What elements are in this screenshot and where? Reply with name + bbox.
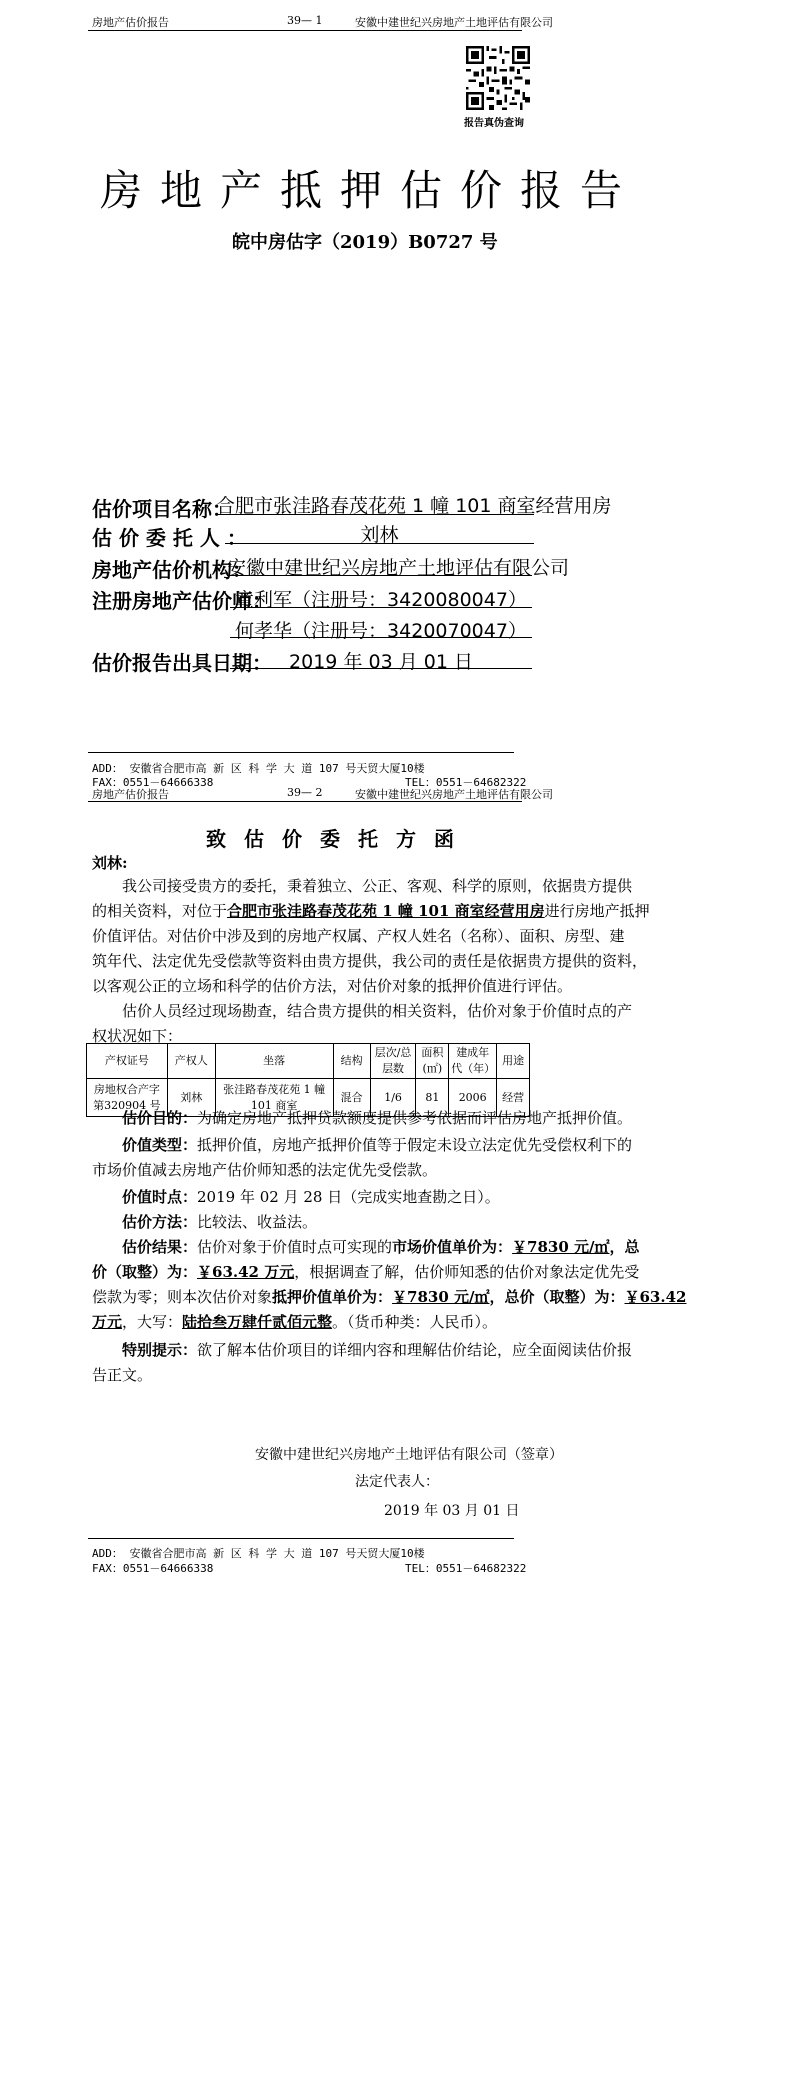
qr-caption: 报告真伪查询 bbox=[464, 118, 524, 129]
field-value-date: 2019 年 03 月 01 日 bbox=[289, 651, 473, 673]
paragraph-line: 筑年代、法定优先受偿款等资料由贵方提供，我公司的责任是依据贵方提供的资料， bbox=[92, 952, 648, 970]
header-page-number: 39— 1 bbox=[287, 14, 323, 27]
field-underline bbox=[216, 514, 534, 515]
table-cell: 81 bbox=[416, 1079, 449, 1117]
field-label-appraiser: 注册房地产估价师： bbox=[92, 589, 272, 613]
signature-company: 安徽中建世纪兴房地产土地评估有限公司（签章） bbox=[255, 1447, 563, 1463]
header-rule bbox=[88, 30, 522, 31]
property-address: 合肥市张洼路春茂花苑 1 幢 101 商室经营用房 bbox=[227, 902, 545, 920]
table-cell: 1/6 bbox=[370, 1079, 416, 1117]
table-header-row bbox=[87, 1044, 530, 1079]
table-header-cell: 坐落 bbox=[215, 1044, 333, 1079]
paragraph-line: 价值评估。对估价中涉及到的房地产权属、产权人姓名（名称）、面积、房型、建 bbox=[92, 927, 625, 945]
table-header-cell: 产权人 bbox=[167, 1044, 215, 1079]
paragraph-line: 估价人员经过现场勘查，结合贵方提供的相关资料，估价对象于价值时点的产 bbox=[122, 1002, 633, 1020]
purpose-line: 估价目的：为确定房地产抵押贷款额度提供参考依据而评估房地产抵押价值。 bbox=[122, 1109, 633, 1127]
field-value-project: 合肥市张洼路春茂花苑 1 幢 101 商室经营用房 bbox=[216, 495, 612, 517]
signature-date: 2019 年 03 月 01 日 bbox=[384, 1503, 520, 1519]
header-left: 房地产估价报告 bbox=[92, 788, 169, 801]
footer-tel: TEL：0551－64682322 bbox=[405, 1562, 527, 1575]
table-cell: 房地权合产字第320904 号 bbox=[87, 1079, 168, 1117]
qr-code-icon bbox=[466, 46, 530, 110]
table-cell: 混合 bbox=[333, 1079, 370, 1117]
footer-address: ADD： 安徽省合肥市高 新 区 科 学 大 道 107 号天贸大厦10楼 bbox=[92, 1547, 425, 1560]
field-underline bbox=[230, 607, 532, 608]
paragraph-line: 市场价值减去房地产估价师知悉的法定优先受偿款。 bbox=[92, 1161, 438, 1179]
footer-fax: FAX：0551－64666338 bbox=[92, 1562, 214, 1575]
header-rule bbox=[88, 801, 522, 802]
table-cell: 张洼路春茂花苑 1 幢 101 商室 bbox=[215, 1079, 333, 1117]
field-underline bbox=[230, 668, 532, 669]
table-header-cell: 用途 bbox=[497, 1044, 530, 1079]
table-header-cell: 层次/总层数 bbox=[370, 1044, 416, 1079]
value-date-line: 价值时点：2019 年 02 月 28 日（完成实地查勘之日）。 bbox=[122, 1188, 500, 1206]
paragraph-line: 权状况如下： bbox=[92, 1027, 183, 1045]
footer-fax: FAX：0551－64666338 bbox=[92, 776, 214, 789]
notice-line: 特别提示：欲了解本估价项目的详细内容和理解估价结论，应全面阅读估价报 bbox=[122, 1341, 633, 1359]
letter-title: 致估价委托方函 bbox=[206, 827, 472, 851]
table-header-cell: 产权证号 bbox=[87, 1044, 168, 1079]
field-underline bbox=[225, 543, 534, 544]
field-value-appraiser-1: 童利军（注册号：3420080047） bbox=[235, 589, 527, 611]
field-label-client: 估 价 委 托 人 ： bbox=[92, 526, 247, 550]
field-value-client: 刘林 bbox=[360, 524, 399, 546]
header-left: 房地产估价报告 bbox=[92, 16, 169, 29]
value-type-line: 价值类型：抵押价值，房地产抵押价值等于假定未设立法定优先受偿权利下的 bbox=[122, 1136, 633, 1154]
field-value-agency: 安徽中建世纪兴房地产土地评估有限公司 bbox=[227, 557, 570, 579]
header-page-number: 39— 2 bbox=[287, 786, 323, 799]
field-underline bbox=[227, 575, 532, 576]
paragraph-line: 的相关资料，对位于合肥市张洼路春茂花苑 1 幢 101 商室经营用房进行房地产抵押 bbox=[92, 902, 650, 920]
table-header-cell: 结构 bbox=[333, 1044, 370, 1079]
header-right: 安徽中建世纪兴房地产土地评估有限公司 bbox=[355, 16, 553, 29]
table-cell: 刘林 bbox=[167, 1079, 215, 1117]
method-line: 估价方法：比较法、收益法。 bbox=[122, 1213, 318, 1231]
field-label-date: 估价报告出具日期： bbox=[92, 651, 272, 675]
report-number: 皖中房估字（2019）B0727 号 bbox=[232, 232, 498, 253]
footer-rule bbox=[88, 752, 514, 753]
table-header-cell: 面积(㎡) bbox=[416, 1044, 449, 1079]
table-cell: 经营 bbox=[497, 1079, 530, 1117]
paragraph-line: 告正文。 bbox=[92, 1366, 153, 1384]
result-line: 估价结果：估价对象于价值时点可实现的市场价值单价为：￥7830 元/㎡，总 bbox=[122, 1238, 640, 1256]
table-header-cell: 建成年代（年） bbox=[449, 1044, 497, 1079]
field-value-appraiser-2: 何孝华（注册号：3420070047） bbox=[235, 620, 527, 642]
salutation: 刘林: bbox=[92, 854, 128, 872]
field-underline bbox=[230, 637, 532, 638]
report-title: 房地产抵押估价报告 bbox=[100, 166, 641, 215]
paragraph-line: 以客观公正的立场和科学的估价方法，对估价对象的抵押价值进行评估。 bbox=[92, 977, 573, 995]
result-line: 偿款为零；则本次估价对象抵押价值单价为：￥7830 元/㎡，总价（取整）为：￥63.42 bbox=[92, 1288, 687, 1306]
table-cell: 2006 bbox=[449, 1079, 497, 1117]
signature-legal-rep: 法定代表人： bbox=[355, 1474, 439, 1490]
paragraph-line: 我公司接受贵方的委托，秉着独立、公正、客观、科学的原则，依据贵方提供 bbox=[122, 877, 633, 895]
result-line: 万元，大写：陆拾叁万肆仟贰佰元整。（货币种类：人民币）。 bbox=[92, 1313, 498, 1331]
footer-tel: TEL：0551－64682322 bbox=[405, 776, 527, 789]
header-right: 安徽中建世纪兴房地产土地评估有限公司 bbox=[355, 788, 553, 801]
field-label-agency: 房地产估价机构： bbox=[92, 558, 252, 582]
field-label-project: 估价项目名称： bbox=[92, 497, 232, 521]
footer-address: ADD： 安徽省合肥市高 新 区 科 学 大 道 107 号天贸大厦10楼 bbox=[92, 762, 425, 775]
footer-rule bbox=[88, 1538, 514, 1539]
result-line: 价（取整）为：￥63.42 万元，根据调查了解，估价师知悉的估价对象法定优先受 bbox=[92, 1263, 640, 1281]
